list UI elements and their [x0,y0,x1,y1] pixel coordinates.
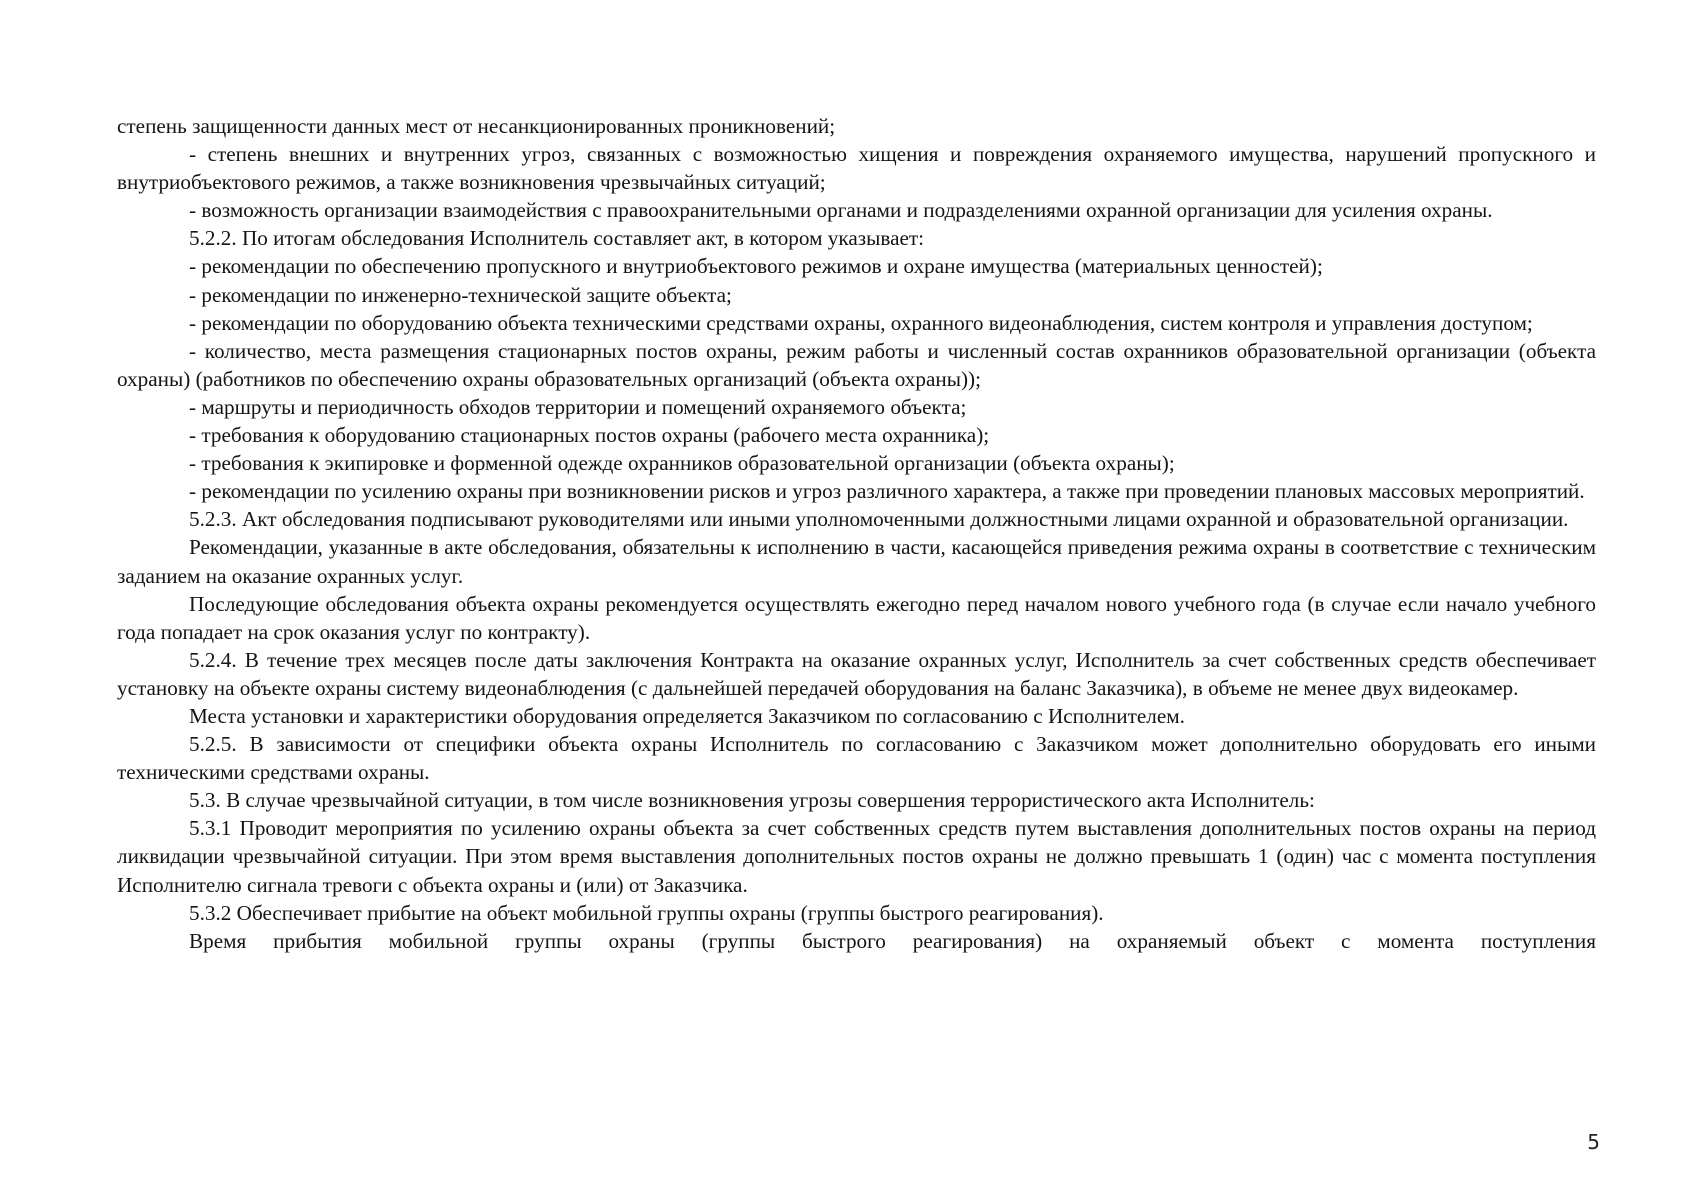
paragraph: 5.3.1 Проводит мероприятия по усилению охраны объекта за счет собственных средств путем выставления дополнительных постов охраны на период ликвидации чрезвычайной ситуации. При этом время выставления дополнительных постов охраны не должно превышать 1 (один) час с момента поступления Исполнителю сигнала тревоги с объекта охраны и (или) от Заказчика. [117,816,1596,897]
paragraph: 5.3.2 Обеспечивает прибытие на объект мобильной группы охраны (группы быстрого реагирования). [189,900,1104,925]
paragraph: - степень внешних и внутренних угроз, связанных с возможностью хищения и повреждения охраняемого имущества, нарушений пропускного и внутриобъектового режимов, а также возникновения чрезвычайных ситуаций; [117,142,1596,195]
paragraph: - требования к экипировке и форменной одежде охранников образовательной организации (объекта охраны); [189,451,1175,476]
paragraph: Места установки и характеристики оборудования определяется Заказчиком по согласованию с Исполнителем. [189,703,1185,728]
paragraph: Последующие обследования объекта охраны рекомендуется осуществлять ежегодно перед началом нового учебного года (в случае если начало учебного года попадает на срок оказания услуг по контракту). [117,591,1596,644]
paragraph: Время прибытия мобильной группы охраны (группы быстрого реагирования) на охраняемый объект с момента поступления [189,928,1596,953]
paragraph: степень защищенности данных мест от несанкционированных проникновений; [117,114,836,138]
paragraph: - маршруты и периодичность обходов территории и помещений охраняемого объекта; [189,394,967,419]
paragraph: Рекомендации, указанные в акте обследования, обязательны к исполнению в части, касающейся приведения режима охраны в соответствие с техническим заданием на оказание охранных услуг. [117,535,1596,588]
paragraph: 5.2.3. Акт обследования подписывают руководителями или иными уполномоченными должностными лицами охранной и образовательной организации. [189,507,1569,532]
paragraph: 5.2.4. В течение трех месяцев после даты заключения Контракта на оказание охранных услуг, Исполнитель за счет собственных средств обеспечивает установку на объекте охраны систему видеонаблюдения (с дальнейшей передачей оборудования на баланс Заказчика), в объеме не менее двух видеокамер. [117,647,1596,700]
paragraph: - требования к оборудованию стационарных постов охраны (рабочего места охранника); [189,423,990,448]
paragraph: - количество, места размещения стационарных постов охраны, режим работы и численный состав охранников образовательной организации (объекта охраны) (работников по обеспечению охраны образовательных организаций (объекта охраны)); [117,338,1596,391]
paragraph: 5.3. В случае чрезвычайной ситуации, в том числе возникновения угрозы совершения террористического акта Исполнитель: [189,788,1315,813]
document-body [117,112,1596,955]
paragraph: - рекомендации по усилению охраны при возникновении рисков и угроз различного характера, а также при проведении плановых массовых мероприятий. [189,479,1585,504]
paragraph: - рекомендации по обеспечению пропускного и внутриобъектового режимов и охране имущества (материальных ценностей); [189,254,1323,279]
paragraph: - рекомендации по оборудованию объекта техническими средствами охраны, охранного видеонаблюдения, систем контроля и управления доступом; [189,310,1533,335]
page-number: 5 [1587,1130,1600,1154]
paragraph: 5.2.2. По итогам обследования Исполнитель составляет акт, в котором указывает: [189,226,925,251]
paragraph: - возможность организации взаимодействия с правоохранительными органами и подразделениями охранной организации для усиления охраны. [189,198,1493,223]
paragraph: 5.2.5. В зависимости от специфики объекта охраны Исполнитель по согласованию с Заказчиком может дополнительно оборудовать его иными техническими средствами охраны. [117,732,1596,785]
paragraph: - рекомендации по инженерно-технической защите объекта; [189,282,732,307]
